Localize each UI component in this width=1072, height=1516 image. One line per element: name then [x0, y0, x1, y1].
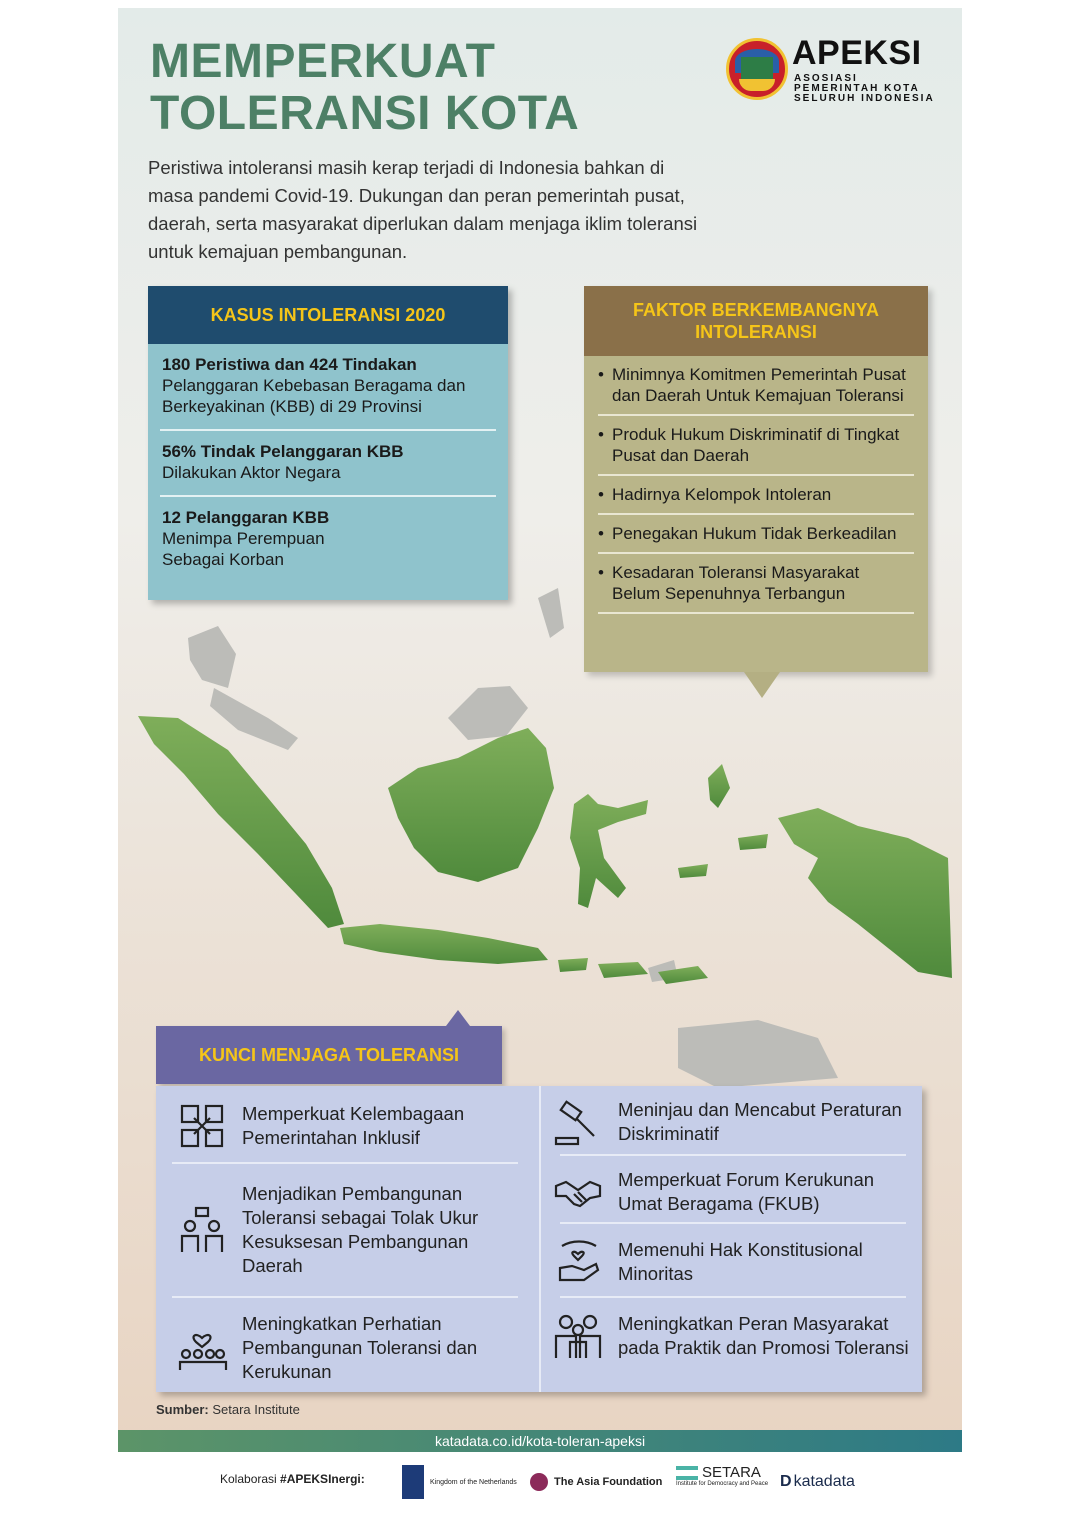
faktor-item: • Hadirnya Kelompok Intoleran — [598, 476, 914, 515]
collab-tag: #APEKSInergi: — [280, 1472, 365, 1486]
apeksi-emblem-icon — [726, 38, 788, 100]
source-label: Sumber: — [156, 1402, 209, 1417]
netherlands-logo — [402, 1464, 517, 1500]
netherlands-crest-icon — [402, 1465, 424, 1499]
intro-text: Peristiwa intoleransi masih kerap terjadi di Indonesia bahkan di masa pandemi Covid-19. Dukungan dan peran pemerintah pusat, daerah, serta masyarakat diperlukan dalam menjaga iklim toleransi untuk kemajuan pembangunan. — [148, 157, 698, 262]
faktor-title — [584, 286, 928, 356]
logo-sub-line-1: ASOSIASI — [794, 73, 858, 84]
kunci-item — [552, 1164, 912, 1220]
footer — [0, 1452, 1072, 1516]
handshake-icon — [552, 1164, 604, 1220]
partner-netherlands: Kingdom of the Netherlands — [430, 1478, 517, 1486]
faktor-pointer — [744, 672, 780, 698]
kunci-item-text: Memenuhi Hak Konstitusional Minoritas — [618, 1239, 863, 1284]
hands-together-icon — [176, 1098, 228, 1154]
kasus-item-text: Dilakukan Aktor Negara — [162, 463, 341, 482]
partner-setara: SETARA — [702, 1464, 761, 1481]
kunci-item — [552, 1234, 912, 1290]
title-line-1: MEMPERKUAT — [150, 35, 496, 88]
asia-foundation-icon — [530, 1473, 548, 1491]
collaboration-label — [220, 1472, 365, 1486]
faktor-title-line-1: FAKTOR BERKEMBANGNYA — [632, 300, 880, 320]
kunci-title — [156, 1026, 502, 1084]
kasus-item — [160, 431, 496, 497]
kunci-panel — [156, 1086, 922, 1392]
infographic-page — [118, 8, 962, 1452]
kasus-item — [160, 344, 496, 431]
collab-label: Kolaborasi — [220, 1472, 277, 1486]
people-meeting-icon — [176, 1202, 228, 1258]
logo-name: APEKSI — [792, 34, 922, 72]
katadata-logo — [780, 1464, 855, 1500]
kunci-item-text: Meningkatkan Peran Masyarakat pada Praktik dan Promosi Toleransi — [618, 1313, 909, 1358]
url-link[interactable]: katadata.co.id/kota-toleran-apeksi — [118, 1430, 962, 1452]
katadata-icon: D — [780, 1473, 792, 1490]
kunci-item — [176, 1312, 526, 1384]
faktor-item: • Penegakan Hukum Tidak Berkeadilan — [598, 515, 914, 554]
source-note — [156, 1402, 300, 1417]
logo-sub-line-2: PEMERINTAH KOTA — [794, 83, 920, 94]
kasus-item-bold: 56% Tindak Pelanggaran KBB — [162, 442, 404, 461]
setara-icon — [676, 1466, 698, 1480]
partner-asia-foundation: The Asia Foundation — [554, 1476, 663, 1488]
source-value: Setara Institute — [212, 1402, 300, 1417]
faktor-item: • Produk Hukum Diskriminatif di Tingkat Pusat dan Daerah — [598, 416, 914, 476]
kunci-item — [552, 1308, 912, 1364]
asia-foundation-logo — [530, 1464, 662, 1500]
kunci-item — [176, 1182, 526, 1278]
logo-sub-line-3: SELURUH INDONESIA — [794, 93, 935, 104]
kasus-item — [160, 497, 496, 582]
kunci-title-text: KUNCI MENJAGA TOLERANSI — [198, 1044, 459, 1065]
partner-setara-sub: Institute for Democracy and Peace — [676, 1481, 769, 1487]
logo-subtitle — [794, 74, 944, 104]
kasus-title: KASUS INTOLERANSI 2020 — [148, 286, 508, 344]
kunci-item-text: Memperkuat Kelembagaan Pemerintahan Inklusif — [242, 1103, 465, 1148]
faktor-item: • Kesadaran Toleransi Masyarakat Belum Sepenuhnya Terbangun — [598, 554, 914, 614]
kunci-item — [552, 1094, 912, 1150]
kasus-item-text: Pelanggaran Kebebasan Beragama dan Berkeyakinan (KBB) di 29 Provinsi — [162, 376, 466, 416]
hand-heart-icon — [552, 1234, 604, 1290]
kunci-pointer — [446, 1010, 470, 1026]
kunci-item-text: Memperkuat Forum Kerukunan Umat Beragama (FKUB) — [618, 1169, 875, 1214]
kasus-item-bold: 180 Peristiwa dan 424 Tindakan — [162, 355, 417, 374]
kunci-item-text: Menjadikan Pembangunan Toleransi sebagai Tolak Ukur Kesuksesan Pembangunan Daerah — [242, 1183, 479, 1276]
faktor-intoleransi-panel — [584, 286, 928, 672]
community-heart-icon — [176, 1320, 228, 1376]
kunci-item — [176, 1098, 526, 1154]
faktor-item: • Minimnya Komitmen Pemerintah Pusat dan Daerah Untuk Kemajuan Toleransi — [598, 356, 914, 416]
title-line-2: TOLERANSI KOTA — [150, 87, 580, 140]
page-title — [150, 36, 579, 140]
kunci-item-text: Meninjau dan Mencabut Peraturan Diskriminatif — [618, 1099, 902, 1144]
partner-katadata: katadata — [793, 1473, 855, 1490]
kasus-intoleransi-panel — [148, 286, 508, 600]
kasus-item-text: Menimpa Perempuan Sebagai Korban — [162, 529, 325, 569]
setara-logo — [676, 1464, 768, 1500]
kunci-item-text: Meningkatkan Perhatian Pembangunan Toleransi dan Kerukunan — [242, 1313, 478, 1382]
faktor-title-line-2: INTOLERANSI — [695, 322, 817, 342]
kasus-item-bold: 12 Pelanggaran KBB — [162, 508, 330, 527]
apeksi-logo — [726, 34, 936, 108]
gavel-icon — [552, 1094, 604, 1150]
people-group-icon — [552, 1308, 604, 1364]
